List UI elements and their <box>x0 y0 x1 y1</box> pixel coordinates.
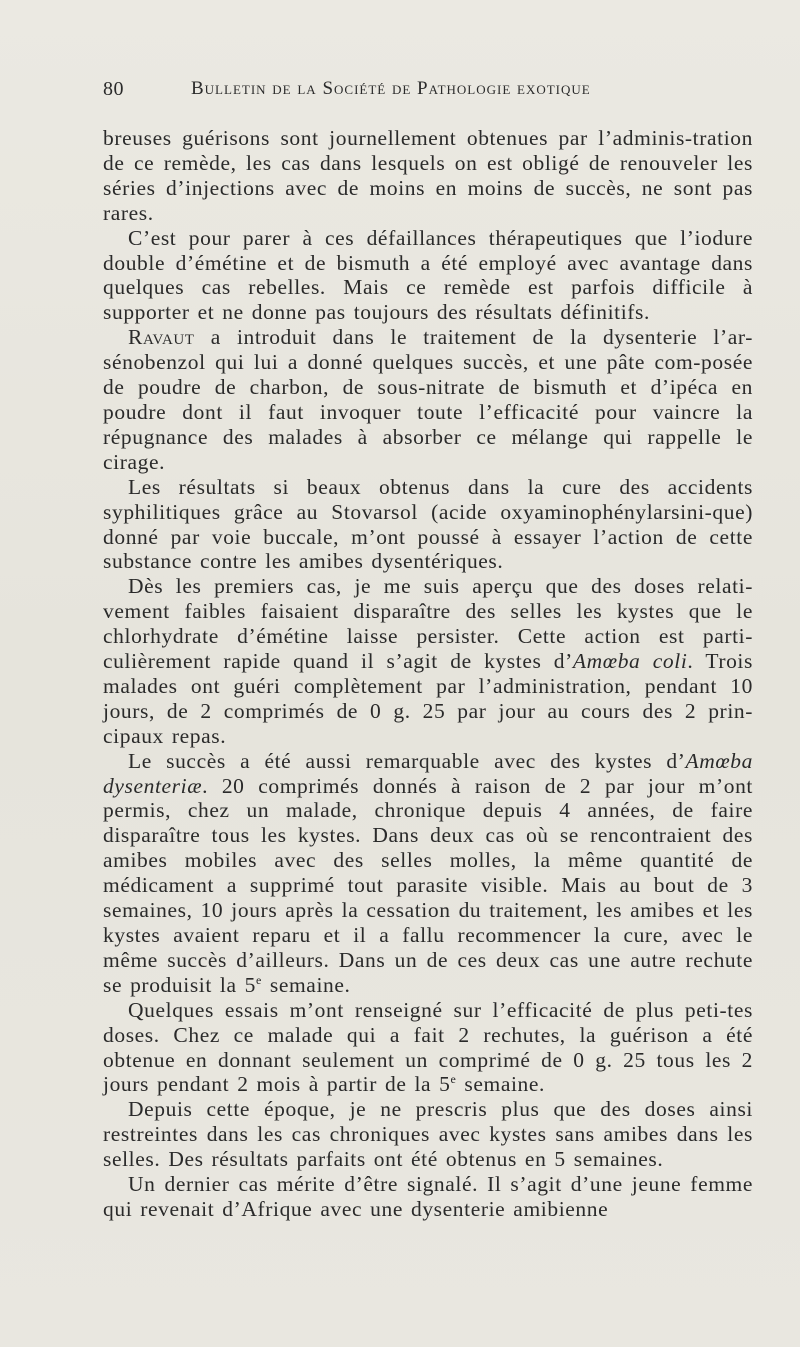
paragraph: Depuis cette époque, je ne prescris plus que des doses ainsi restreintes dans les cas chroniques avec kystes sans amibes dans les selles. Des résultats parfaits ont été obtenus en 5 semaines. <box>103 1097 753 1172</box>
paragraph: Ravaut a introduit dans le traitement de la dysenterie l’ar-sénobenzol qui lui a donné quelques succès, et une pâte com-posée de poudre de charbon, de sous-nitrate de bismuth et d’ipéca en poudre dont il faut invoquer toute l’efficacité pour vaincre la répugnance des malades à absorber ce mélange qui rappelle le cirage. <box>103 325 753 474</box>
page-number: 80 <box>103 78 124 100</box>
paragraph: Quelques essais m’ont renseigné sur l’efficacité de plus peti-tes doses. Chez ce malade qui a fait 2 rechutes, la guérison a été obtenue en donnant seulement un comprimé de 0 g. 25 tous les 2 jours pendant 2 mois à partir de la 5e semaine. <box>103 997 753 1097</box>
paragraph: Un dernier cas mérite d’être signalé. Il s’agit d’une jeune femme qui revenait d’Afrique avec une dysenterie amibienne <box>103 1172 753 1221</box>
author-name: Ravaut <box>128 325 195 350</box>
paragraph: Dès les premiers cas, je me suis aperçu que des doses relati-vement faibles faisaient disparaître des selles les kystes que le chlorhydrate d’émétine laisse persister. Cette action est parti-culièrement rapide quand il s’agit de kystes d’Amœba coli. Trois malades ont guéri complètement par l’administration, pendant 10 jours, de 2 comprimés de 0 g. 25 par jour au cours des 2 prin-cipaux repas. <box>103 574 753 748</box>
species-name: Amœba coli <box>572 649 688 674</box>
paragraph: Le succès a été aussi remarquable avec des kystes d’Amœba dysenteriæ. 20 comprimés donnés à raison de 2 par jour m’ont permis, chez un malade, chronique depuis 4 années, de faire disparaître tous les kystes. Dans deux cas où se rencontraient des amibes mobiles avec des selles molles, la même quantité de médicament a supprimé tout parasite visible. Mais au bout de 3 semaines, 10 jours après la cessation du traitement, les amibes et les kystes avaient reparu et il a fallu recommencer la cure, avec le même succès d’ailleurs. Dans un de ces deux cas une autre rechute se produisit la 5e semaine. <box>103 748 753 997</box>
paragraph: C’est pour parer à ces défaillances thérapeutiques que l’iodure double d’émétine et de bismuth a été employé avec avantage dans quelques cas rebelles. Mais ce remède est parfois difficile à supporter et ne donne pas toujours des résultats définitifs. <box>103 225 753 325</box>
species-name: Amœba dysenteriæ <box>103 748 753 798</box>
paragraph: breuses guérisons sont journellement obtenues par l’adminis-tration de ce remède, les cas dans lesquels on est obligé de renouveler les séries d’injections avec de moins en moins de succès, ne sont pas rares. <box>103 126 753 225</box>
running-title: Bulletin de la Société de Pathologie exotique <box>191 78 591 99</box>
body-text <box>103 126 753 1222</box>
page-header <box>103 78 753 108</box>
paragraph: Les résultats si beaux obtenus dans la cure des accidents syphilitiques grâce au Stovarsol (acide oxyaminophénylarsini-que) donné par voie buccale, m’ont poussé à essayer l’action de cette substance contre les amibes dysentériques. <box>103 474 753 574</box>
